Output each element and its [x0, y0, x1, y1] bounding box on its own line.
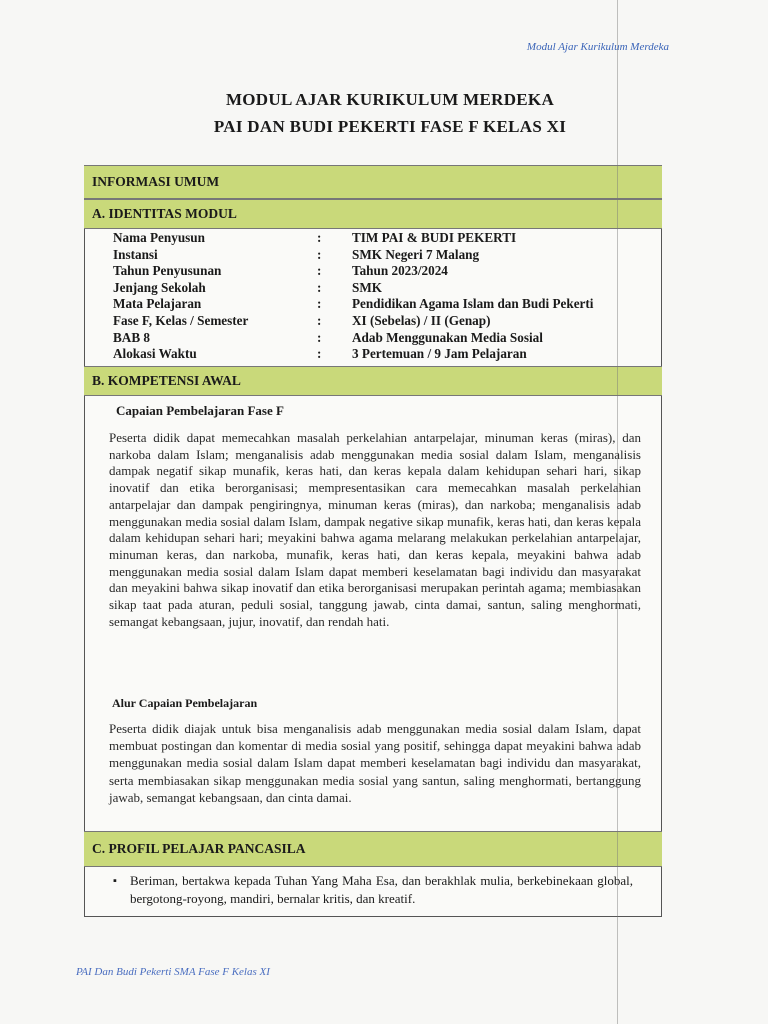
identitas-label: Tahun Penyusunan [113, 263, 222, 279]
section-identitas-modul: A. IDENTITAS MODUL [84, 199, 662, 229]
identitas-value: TIM PAI & BUDI PEKERTI [352, 230, 517, 245]
identitas-label: BAB 8 [113, 329, 151, 345]
document-subtitle: PAI DAN BUDI PEKERTI FASE F KELAS XI [213, 117, 567, 136]
identitas-label: Nama Penyusun [113, 230, 205, 245]
profil-list-item [113, 872, 633, 908]
identitas-value: SMK [352, 279, 383, 295]
identitas-label: Mata Pelajaran [113, 296, 202, 312]
capaian-heading: Capaian Pembelajaran Fase F [116, 403, 284, 418]
identitas-colon: : [317, 346, 322, 362]
alur-paragraph: Peserta didik diajak untuk bisa menganalisis adab menggunakan media sosial dalam Islam, dapat membuat postingan dan komentar di media sosial yang positif, sehingga dapat meyakini bahwa adab menggunakan media sosial dalam Islam dapat memberi keselamatan bagi individu dan masyarakat, serta membiasakan sikap menggunakan media sosial yang santun, saling menghormati, bertanggung jawab, semangat kebangsaan, dan cinta damai. [109, 721, 641, 805]
alur-heading: Alur Capaian Pembelajaran [112, 696, 258, 710]
identitas-value: Adab Menggunakan Media Sosial [352, 329, 543, 345]
identitas-colon: : [317, 263, 322, 279]
identitas-label: Instansi [113, 246, 158, 262]
section-profil-pelajar-pancasila: C. PROFIL PELAJAR PANCASILA [84, 831, 662, 867]
identitas-value: XI (Sebelas) / II (Genap) [352, 312, 491, 328]
identitas-colon: : [317, 312, 322, 328]
profil-item-text: Beriman, bertakwa kepada Tuhan Yang Maha Esa, dan berakhlak mulia, berkebinekaan global, bergotong-royong, mandiri, bernalar kritis, dan kreatif. [130, 873, 633, 906]
scan-fold-line [617, 0, 618, 1024]
section-informasi-umum: INFORMASI UMUM [84, 165, 662, 199]
identitas-colon: : [317, 296, 322, 312]
identitas-value: Tahun 2023/2024 [352, 263, 448, 279]
identitas-label: Jenjang Sekolah [113, 279, 206, 295]
identitas-colon: : [317, 329, 322, 345]
document-title: MODUL AJAR KURIKULUM MERDEKA [225, 90, 555, 109]
identitas-colon: : [317, 230, 322, 245]
bullet-icon: ▪ [113, 875, 117, 887]
capaian-paragraph: Peserta didik dapat memecahkan masalah perkelahian antarpelajar, minuman keras (miras), dan narkoba dalam Islam; menganalisis adab menggunakan media sosial dalam Islam, menganalisis dampak negatif sikap munafik, keras hati, dan keras kepala dalam kehidupan sehari hari, sikap inovatif dan etika berorganisasi; mempresentasikan cara memecahkan masalah perkelahian antarpelajar dan dampak pengiringnya, minuman keras (miras), dan narkoba; menganalisis adab menggunakan media sosial dalam Islam, dampak negative sikap munafik, keras hati, dan keras kepala dalam kehidupan sehari hari; meyakini bahwa agama melarang melakukan perkelahian antarpelajar, minuman keras, dan narkoba, munafik, keras hati, dan keras kepala, meyakini bahwa adab menggunakan media sosial dalam Islam dapat memberi keselamatan bagi individu dan masyarakat dan meyakini bahwa sikap inovatif dan etika berorganisasi merupakan perintah agama; membiasakan sikap taat pada aturan, peduli sosial, tanggung jawab, cinta damai, santun, saling menghormati, semangat kebangsaan, jujur, inovatif, dan rendah hati. [109, 430, 641, 629]
identitas-value: Pendidikan Agama Islam dan Budi Pekerti [352, 296, 594, 312]
identitas-value: 3 Pertemuan / 9 Jam Pelajaran [352, 346, 527, 362]
running-header: Modul Ajar Kurikulum Merdeka [526, 41, 669, 53]
identitas-colon: : [317, 246, 322, 262]
section-kompetensi-awal: B. KOMPETENSI AWAL [84, 366, 662, 396]
identitas-value: SMK Negeri 7 Malang [352, 246, 480, 262]
identitas-label: Fase F, Kelas / Semester [113, 312, 249, 328]
running-footer: PAI Dan Budi Pekerti SMA Fase F Kelas XI [76, 966, 270, 978]
identitas-label: Alokasi Waktu [113, 346, 197, 362]
identitas-colon: : [317, 279, 322, 295]
